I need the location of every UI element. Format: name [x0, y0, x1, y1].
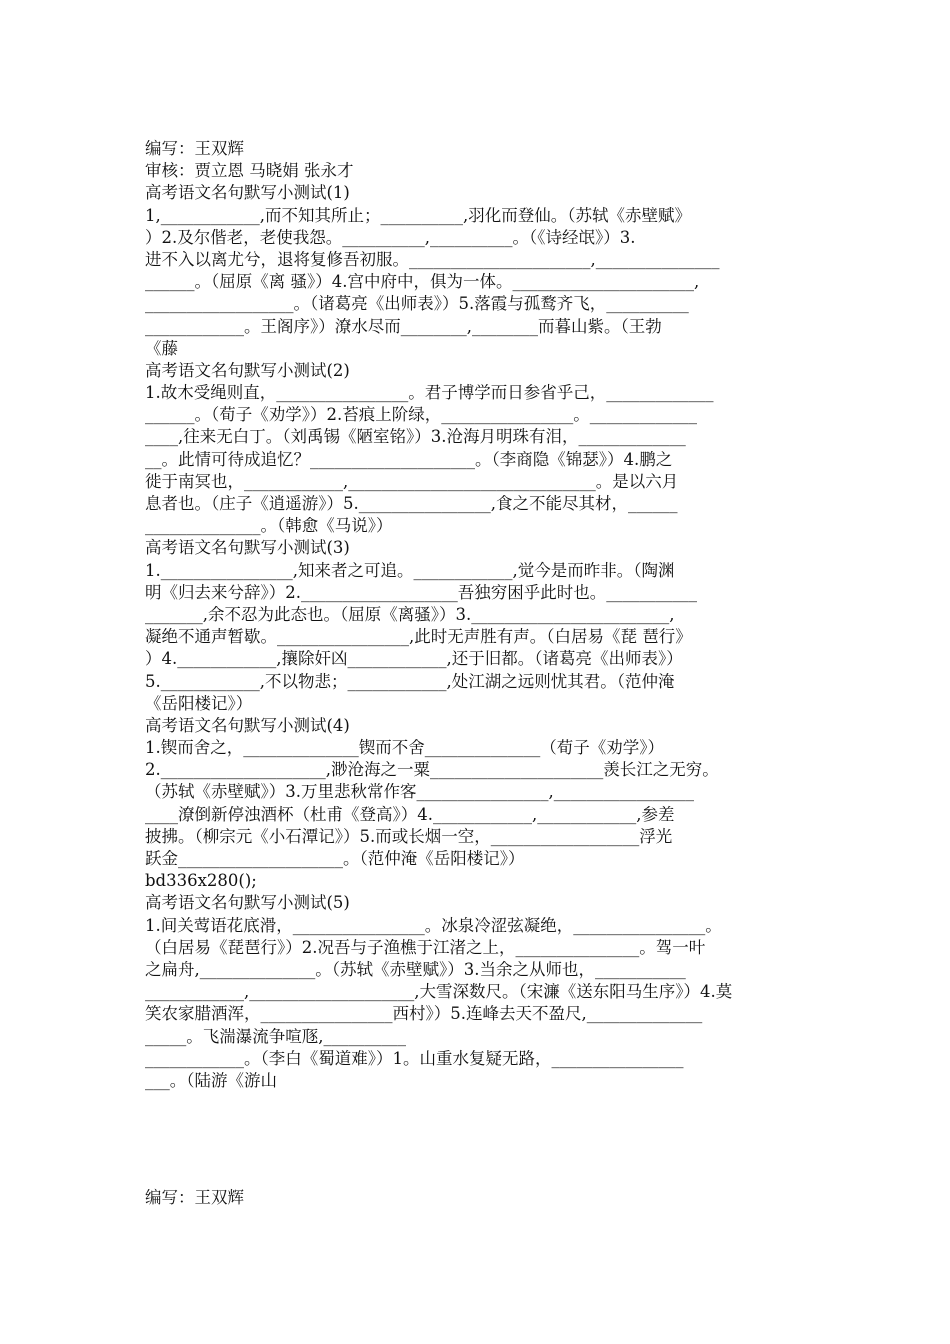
- text-line: 高考语文名句默写小测试(2): [145, 360, 350, 380]
- reviewers-line: 审核：贾立恩 马晓娟 张永才: [145, 161, 354, 181]
- text-line: （苏轼《赤壁赋》）3.万里悲秋常作客________________,_________________: [145, 782, 694, 802]
- text-line: ____,往来无白丁。（刘禹锡《陋室铭》）3.沧海月明珠有泪，_____________: [145, 427, 686, 447]
- text-line: 1.锲而舍之，______________锲而不舍______________（荀子《劝学》）: [145, 738, 664, 758]
- text-line: ____________,____________________,大雪深数尺。（宋濂《送东阳马生序》）4.莫: [145, 982, 733, 1002]
- text-line: 1.故木受绳则直，________________。君子博学而日参省乎己，_____________: [145, 383, 714, 403]
- footer-author-line: 编写：王双辉: [145, 1188, 244, 1207]
- document-body: [145, 138, 809, 1092]
- text-line: 进不入以离尤兮，退将复修吾初服。______________________,_______________: [145, 249, 720, 269]
- page-footer: [145, 1187, 809, 1209]
- text-line: 徙于南冥也，____________,______________________________。是以六月: [145, 471, 679, 491]
- text-line: ____________。（李白《蜀道难》）1。山重水复疑无路，________________: [145, 1048, 684, 1068]
- text-line: 高考语文名句默写小测试(3): [145, 538, 350, 558]
- text-line: 1.间关莺语花底滑，________________。冰泉冷涩弦凝绝，________________。: [145, 915, 722, 935]
- text-line: 《岳阳楼记》）: [145, 693, 253, 713]
- text-line: ____________。王阁序》）潦水尽而________,________而暮山紫。（王勃: [145, 316, 662, 336]
- text-line: __。此情可待成追忆？____________________。（李商隐《锦瑟》）4.鹏之: [145, 449, 673, 469]
- text-line: ）2.及尔偕老，老使我怨。__________,__________。（《诗经氓》）3.: [145, 227, 636, 247]
- text-line: 笑农家腊酒浑，________________西村》）5.连峰去天不盈尺,______________: [145, 1004, 703, 1024]
- text-line: ______________。（韩愈《马说》）: [145, 516, 393, 536]
- text-line: _____。飞湍瀑流争喧豗,__________: [145, 1026, 406, 1046]
- text-line: 明《归去来兮辞》）2.___________________吾独穷困乎此时也。___________: [145, 582, 697, 602]
- text-line: 凝绝不通声暂歇。________________,此时无声胜有声。（白居易《琵 琶行》: [145, 627, 692, 647]
- text-line: ______。（屈原《离 骚》）4.宫中府中，俱为一体。______________________,: [145, 272, 700, 292]
- text-line: 2.____________________,渺沧海之一粟_____________________羡长江之无穷。: [145, 760, 719, 780]
- text-line: bd336x280();: [145, 871, 257, 891]
- text-line: ____潦倒新停浊酒杯（杜甫《登高》）4.____________,____________,参差: [145, 804, 675, 824]
- text-line: 高考语文名句默写小测试(4): [145, 715, 350, 735]
- text-line: 高考语文名句默写小测试(5): [145, 893, 350, 913]
- text-line: 高考语文名句默写小测试(1): [145, 183, 350, 203]
- text-line: ______。（荀子《劝学》）2.苔痕上阶绿，________________。_____________: [145, 405, 697, 425]
- text-line: 5.____________,不以物悲；____________,处江湖之远则忧其君。（范仲淹: [145, 671, 675, 691]
- author-line: 编写：王双辉: [145, 139, 244, 158]
- text-line: 之扁舟,______________。（苏轼《赤壁赋》）3.当余之从师也，___________: [145, 959, 686, 979]
- text-line: 息者也。（庄子《逍遥游》）5.________________,食之不能尽其材，______: [145, 494, 678, 513]
- text-line: __________________。（诸葛亮《出师表》）5.落霞与孤鹜齐飞，__________: [145, 294, 689, 314]
- text-line: ）4.____________,攘除奸凶____________,还于旧都。（诸葛亮《出师表》）: [145, 649, 683, 669]
- text-line: 1,____________,而不知其所止；__________,羽化而登仙。（苏轼《赤壁赋》: [145, 205, 691, 225]
- quiz-text: [145, 182, 809, 1092]
- text-line: （白居易《琵琶行》）2.况吾与子渔樵于江渚之上，_______________。驾一叶: [145, 937, 706, 957]
- text-line: 披拂。（柳宗元《小石潭记》）5.而或长烟一空，__________________浮光: [145, 826, 673, 846]
- text-line: 《藤: [145, 338, 178, 358]
- text-line: ___。（陆游《游山: [145, 1070, 277, 1090]
- text-line: _______,余不忍为此态也。（屈原《离骚》）3.________________________,: [145, 604, 675, 624]
- text-line: 1.________________,知来者之可追。____________,觉今是而昨非。（陶渊: [145, 560, 675, 580]
- text-line: 跃金____________________。（范仲淹《岳阳楼记》）: [145, 849, 525, 868]
